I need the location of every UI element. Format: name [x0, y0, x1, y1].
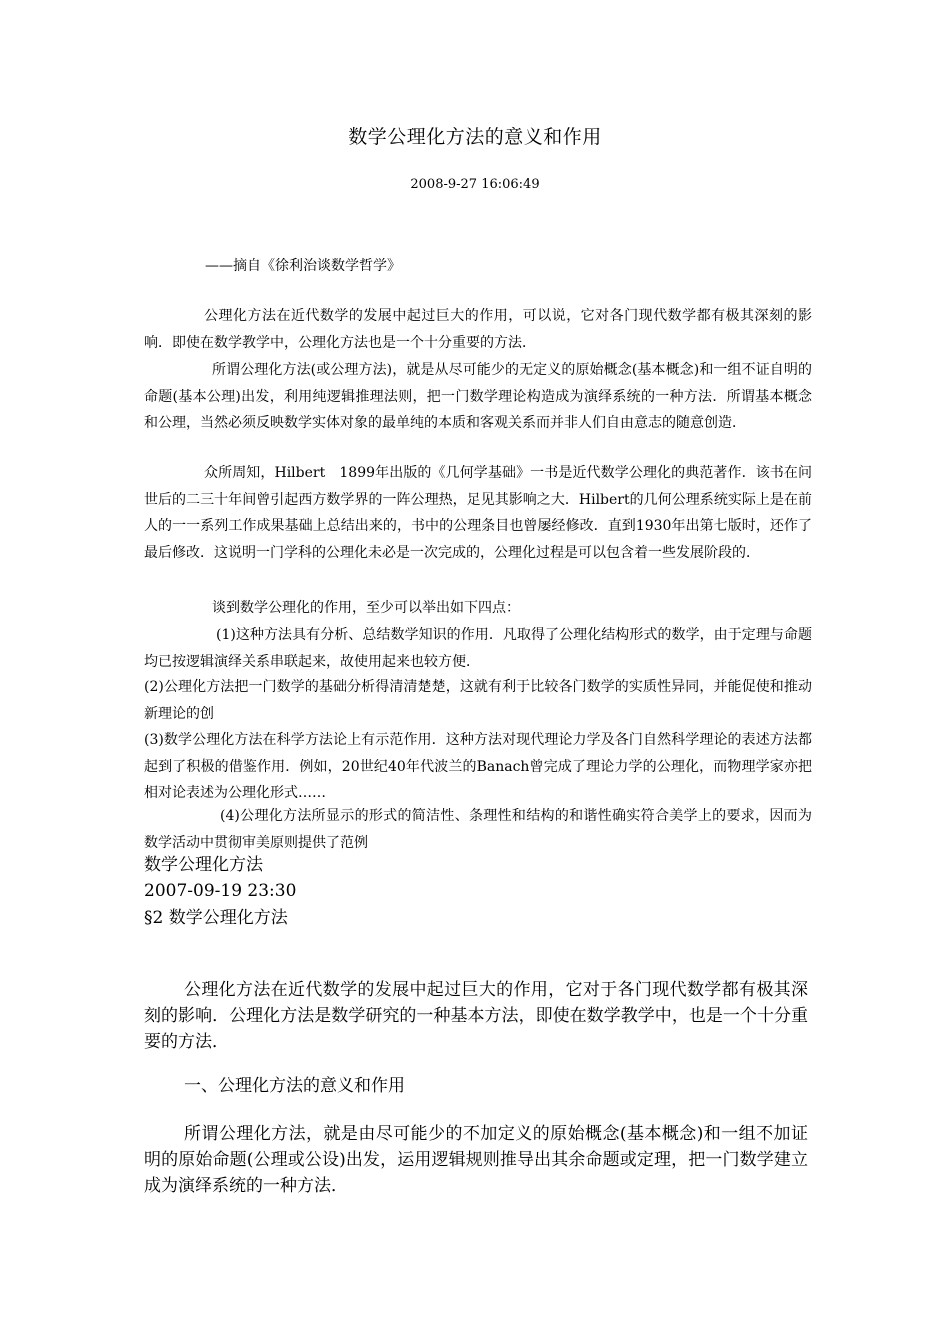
paragraph-text: 众所周知，Hilbert 1899年出版的《几何学基础》一书是近代数学公理化的典范著作．该书在问世后的二三十年间曾引起西方数学界的一阵公理热，足见其影响之大．Hilbert的几何公理系统实际上是在前人的一一系列工作成果基础上总结出来的，书中的公理条目也曾屡经修改．直到1930年出第七版时，还作了最后修改．这说明一门学科的公理化未必是一次完成的，公理化过程是可以包含着一些发展阶段的． [144, 465, 812, 561]
subheading-text: 一、公理化方法的意义和作用 [184, 1076, 405, 1096]
point-1 [144, 622, 812, 675]
section-datetime: 2007-09-19 23:30 [144, 881, 297, 901]
section-paragraph-definition [144, 1121, 808, 1199]
section-title: 数学公理化方法 [144, 855, 263, 875]
article-title: 数学公理化方法的意义和作用 [348, 126, 602, 148]
paragraph-text: (4)公理化方法所显示的形式的简洁性、条理性和结构的和谐性确实符合美学上的要求，因而为数学活动中贯彻审美原则提供了范例 [144, 808, 812, 851]
article-datetime: 2008-9-27 16:06:49 [410, 177, 540, 192]
paragraph-text: 所谓公理化方法(或公理方法)，就是从尽可能少的无定义的原始概念(基本概念)和一组不证自明的命题(基本公理)出发，利用纯逻辑推理法则，把一门数学理论构造成为演绎系统的一种方法．所谓基本概念和公理，当然必须反映数学实体对象的最单纯的本质和客观关系而并非人们自由意志的随意创造． [144, 362, 812, 431]
section-subheading [144, 1073, 808, 1099]
paragraph-text: 公理化方法在近代数学的发展中起过巨大的作用，可以说，它对各门现代数学都有极其深刻的影响．即使在数学教学中，公理化方法也是一个十分重要的方法． [144, 308, 812, 351]
paragraph-text: (3)数学公理化方法在科学方法论上有示范作用．这种方法对现代理论力学及各门自然科学理论的表述方法都起到了积极的借鉴作用．例如，20世纪40年代波兰的Banach曾完成了理论力学的公理化，而物理学家亦把相对论表述为公理化形式…… [144, 732, 812, 801]
section-heading: §2 数学公理化方法 [144, 908, 288, 928]
paragraph-text: 所谓公理化方法，就是由尽可能少的不加定义的原始概念(基本概念)和一组不加证明的原始命题(公理或公设)出发，运用逻辑规则推导出其余命题或定理，把一门数学建立成为演绎系统的一种方法． [144, 1124, 808, 1196]
paragraph-text: (1)这种方法具有分析、总结数学知识的作用．凡取得了公理化结构形式的数学，由于定理与命题均已按逻辑演绎关系串联起来，故使用起来也较方便． [144, 627, 812, 670]
point-3 [144, 727, 812, 807]
paragraph-definition [144, 357, 812, 437]
paragraph-hilbert [144, 460, 812, 566]
section-paragraph-intro [144, 977, 808, 1055]
paragraph-text: 谈到数学公理化的作用，至少可以举出如下四点： [212, 600, 520, 616]
paragraph-text: (2)公理化方法把一门数学的基础分析得清清楚楚，这就有利于比较各门数学的实质性异同，并能促使和推动新理论的创 [144, 679, 812, 722]
excerpt-source: ——摘自《徐利治谈数学哲学》 [205, 258, 401, 274]
point-2 [144, 674, 812, 727]
paragraph-intro [144, 303, 812, 356]
paragraph-four-points [144, 595, 812, 622]
point-4 [144, 803, 812, 856]
paragraph-text: 公理化方法在近代数学的发展中起过巨大的作用，它对于各门现代数学都有极其深刻的影响．公理化方法是数学研究的一种基本方法，即使在数学教学中，也是一个十分重要的方法． [144, 980, 808, 1052]
